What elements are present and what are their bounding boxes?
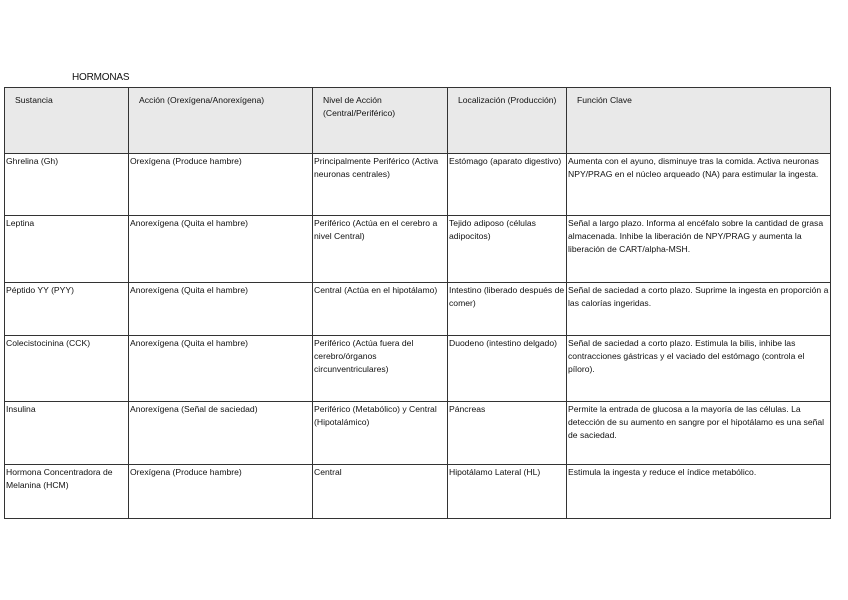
table-row — [5, 465, 831, 519]
cell-sustancia: Leptina — [5, 216, 129, 283]
cell-nivel: Principalmente Periférico (Activa neuronas centrales) — [313, 154, 448, 216]
hormones-table — [4, 87, 831, 519]
cell-accion: Anorexígena (Quita el hambre) — [129, 216, 313, 283]
cell-nivel: Periférico (Actúa en el cerebro a nivel Central) — [313, 216, 448, 283]
cell-localizacion: Estómago (aparato digestivo) — [448, 154, 567, 216]
cell-funcion: Señal de saciedad a corto plazo. Estimula la bilis, inhibe las contracciones gástricas y el vaciado del estómago (controla el píloro). — [567, 336, 831, 402]
cell-funcion: Señal de saciedad a corto plazo. Suprime la ingesta en proporción a las calorías ingeridas. — [567, 283, 831, 336]
table-row — [5, 283, 831, 336]
cell-localizacion: Hipotálamo Lateral (HL) — [448, 465, 567, 519]
cell-accion: Anorexígena (Quita el hambre) — [129, 336, 313, 402]
cell-accion: Orexígena (Produce hambre) — [129, 465, 313, 519]
cell-accion: Orexígena (Produce hambre) — [129, 154, 313, 216]
header-funcion: Función Clave — [567, 88, 831, 154]
cell-localizacion: Duodeno (intestino delgado) — [448, 336, 567, 402]
table-header-row — [5, 88, 831, 154]
cell-nivel: Periférico (Metabólico) y Central (Hipotalámico) — [313, 402, 448, 465]
cell-accion: Anorexígena (Quita el hambre) — [129, 283, 313, 336]
header-accion: Acción (Orexígena/Anorexígena) — [129, 88, 313, 154]
cell-funcion: Señal a largo plazo. Informa al encéfalo sobre la cantidad de grasa almacenada. Inhibe la liberación de NPY/PRAG y aumenta la liberación de CART/alpha-MSH. — [567, 216, 831, 283]
cell-nivel: Periférico (Actúa fuera del cerebro/órganos circunventriculares) — [313, 336, 448, 402]
cell-sustancia: Ghrelina (Gh) — [5, 154, 129, 216]
header-nivel: Nivel de Acción (Central/Periférico) — [313, 88, 448, 154]
cell-sustancia: Péptido YY (PYY) — [5, 283, 129, 336]
cell-accion: Anorexígena (Señal de saciedad) — [129, 402, 313, 465]
document-title: HORMONAS — [72, 72, 130, 83]
table-row — [5, 154, 831, 216]
cell-funcion: Estimula la ingesta y reduce el índice metabólico. — [567, 465, 831, 519]
cell-sustancia: Hormona Concentradora de Melanina (HCM) — [5, 465, 129, 519]
table-row — [5, 216, 831, 283]
cell-funcion: Aumenta con el ayuno, disminuye tras la comida. Activa neuronas NPY/PRAG en el núcleo arqueado (NA) para estimular la ingesta. — [567, 154, 831, 216]
cell-sustancia: Insulina — [5, 402, 129, 465]
cell-localizacion: Páncreas — [448, 402, 567, 465]
cell-nivel: Central — [313, 465, 448, 519]
cell-localizacion: Intestino (liberado después de comer) — [448, 283, 567, 336]
table-row — [5, 336, 831, 402]
cell-sustancia: Colecistocinina (CCK) — [5, 336, 129, 402]
table-row — [5, 402, 831, 465]
cell-funcion: Permite la entrada de glucosa a la mayoría de las células. La detección de su aumento en sangre por el hipotálamo es una señal de saciedad. — [567, 402, 831, 465]
cell-nivel: Central (Actúa en el hipotálamo) — [313, 283, 448, 336]
header-localizacion: Localización (Producción) — [448, 88, 567, 154]
header-sustancia: Sustancia — [5, 88, 129, 154]
cell-localizacion: Tejido adiposo (células adipocitos) — [448, 216, 567, 283]
